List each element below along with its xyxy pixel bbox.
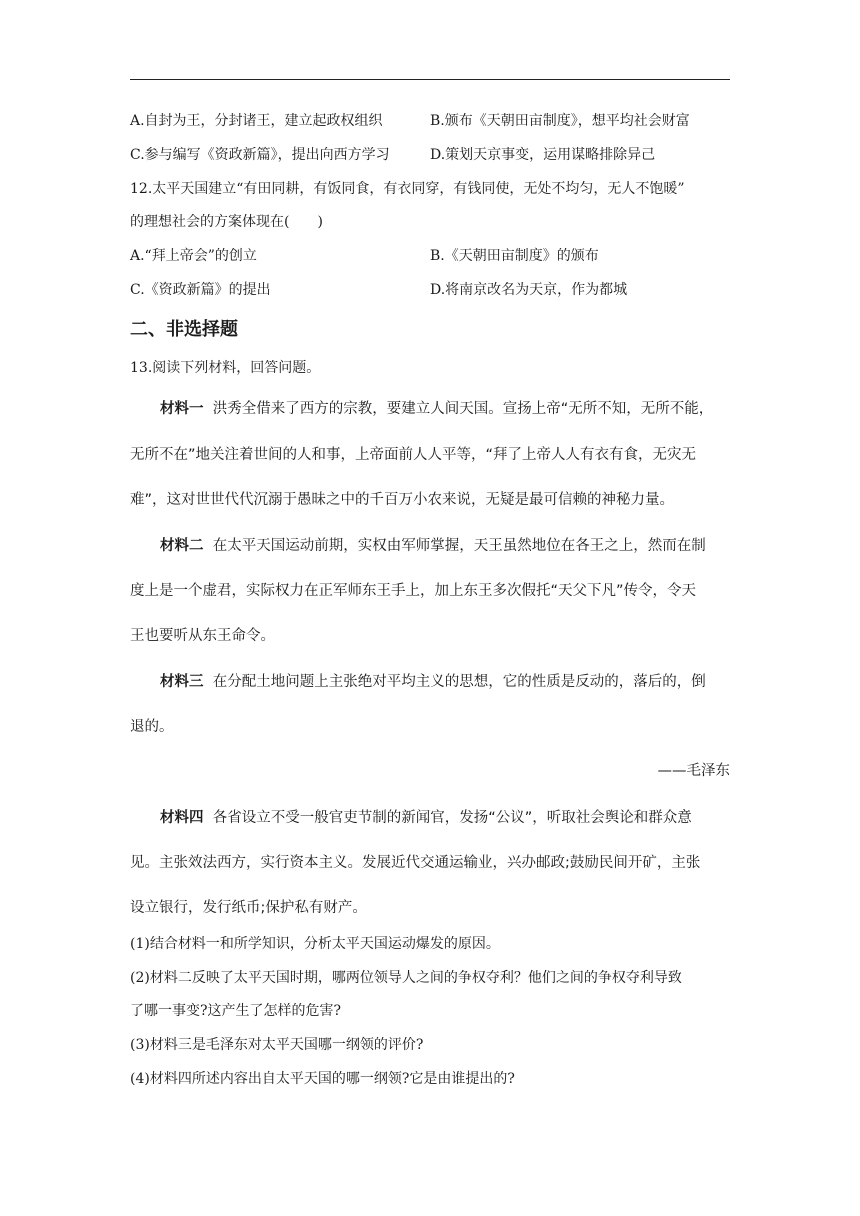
q11-option-b: B.颁布《天朝田亩制度》，想平均社会财富 [430,113,690,129]
sub-question-2-line2: 了哪一事变?这产生了怎样的危害? [130,1003,342,1019]
material-1-text1: 洪秀全借来了西方的宗教，要建立人间天国。宣扬上帝“无所不知，无所不能， [212,401,714,417]
material-4-line3: 设立银行，发行纸币;保护私有财产。 [130,900,367,916]
header-rule [130,79,730,80]
q12-option-b: B.《天朝田亩制度》的颁布 [430,248,599,264]
section-heading: 二、非选择题 [130,319,238,340]
material-4-text1: 各省设立不受一般官吏节制的新闻官，发扬“公议”，听取社会舆论和群众意 [212,810,692,826]
q12-stem-line2: 的理想社会的方案体现在( ) [130,214,323,230]
sub-question-1: (1)结合材料一和所学知识，分析太平天国运动爆发的原因。 [130,936,500,952]
q12-option-c: C.《资政新篇》的提出 [130,282,271,298]
material-1-line2: 无所不在”地关注着世间的人和事，上帝面前人人平等，“拜了上帝人人有衣有食，无灾无 [130,447,697,463]
sub-question-3: (3)材料三是毛泽东对太平天国哪一纲领的评价? [130,1037,424,1053]
q12-option-a: A.“拜上帝会”的创立 [130,248,257,264]
material-4-line2: 见。主张效法西方，实行资本主义。发展近代交通运输业，兴办邮政;鼓励民间开矿，主张 [130,855,701,871]
material-1-line3: 难”，这对世世代代沉溺于愚昧之中的千百万小农来说，无疑是最可信赖的神秘力量。 [130,492,675,508]
sub-question-2-line1: (2)材料二反映了太平天国时期，哪两位领导人之间的争权夺利？他们之间的争权夺利导致 [130,970,682,986]
material-2-label: 材料二 [160,538,204,554]
sub-question-4: (4)材料四所述内容出自太平天国的哪一纲领?它是由谁提出的? [130,1071,515,1087]
material-1-label: 材料一 [160,401,204,417]
q13-stem: 13.阅读下列材料，回答问题。 [130,360,321,376]
material-1-line1 [160,398,713,420]
q12-stem-line1: 12.太平天国建立“有田同耕，有饭同食，有衣同穿，有钱同使，无处不均匀，无人不饱暖” [130,181,685,197]
material-4-label: 材料四 [160,810,204,826]
q12-option-d: D.将南京改名为天京，作为都城 [430,282,628,298]
material-3-attribution: ——毛泽东 [657,763,730,779]
material-2-line2: 度上是一个虚君，实际权力在正军师东王手上，加上东王多次假托“天父下凡”传令，令天 [130,583,697,599]
material-4-line1 [160,807,692,829]
material-3-line2: 退的。 [130,719,174,735]
q11-option-c: C.参与编写《资政新篇》，提出向西方学习 [130,147,390,163]
material-3-label: 材料三 [160,674,204,690]
material-2-line1 [160,535,706,557]
material-2-text1: 在太平天国运动前期，实权由军师掌握，天王虽然地位在各王之上，然而在制 [212,538,706,554]
q11-option-d: D.策划天京事变，运用谋略排除异己 [430,147,656,163]
material-3-line1 [160,671,706,693]
q11-option-a: A.自封为王，分封诸王，建立起政权组织 [130,113,383,129]
material-2-line3: 王也要听从东王命令。 [130,628,275,644]
material-3-text1: 在分配土地问题上主张绝对平均主义的思想，它的性质是反动的，落后的，倒 [212,674,706,690]
